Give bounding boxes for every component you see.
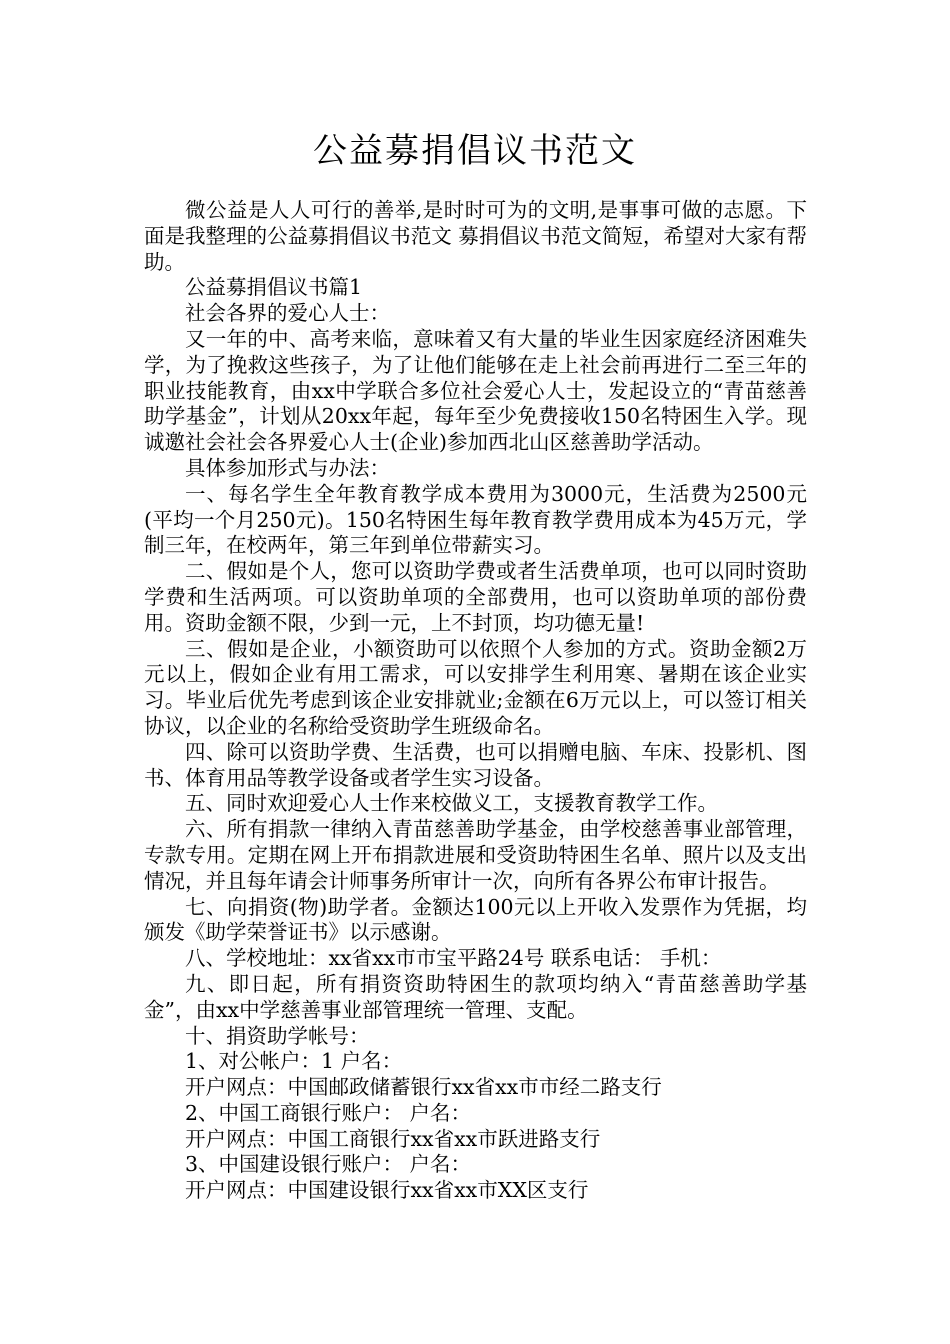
intro-paragraph: 微公益是人人可行的善举,是时时可为的文明,是事事可做的志愿。下面是我整理的公益募捐倡议书范文 募捐倡议书范文简短，希望对大家有帮助。 [144, 198, 807, 274]
item-paragraph-3: 三、假如是企业，小额资助可以依照个人参加的方式。资助金额2万元以上，假如企业有用工需求，可以安排学生利用寒、暑期在该企业实习。毕业后优先考虑到该企业安排就业;金额在6万元以上，可以签订相关协议，以企业的名称给受资助学生班级命名。 [144, 636, 807, 738]
branch-line: 开户网点：中国邮政储蓄银行xx省xx市市经二路支行 [185, 1075, 662, 1100]
item-paragraph-8: 八、学校地址：xx省xx市市宝平路24号 联系电话： 手机： [185, 946, 722, 971]
account-line: 1、对公帐户：1 户名： [185, 1049, 403, 1074]
item-paragraph-2: 二、假如是个人，您可以资助学费或者生活费单项，也可以同时资助学费和生活两项。可以资助单项的全部费用，也可以资助单项的部份费用。资助金额不限，少到一元，上不封顶，均功德无量! [144, 559, 807, 635]
item-paragraph-1: 一、每名学生全年教育教学成本费用为3000元，生活费为2500元(平均一个月250元)。150名特困生每年教育教学费用成本为45万元，学制三年，在校两年，第三年到单位带薪实习。 [144, 481, 807, 558]
page-title: 公益募捐倡议书范文 [313, 131, 637, 171]
item-paragraph-5: 五、同时欢迎爱心人士作来校做义工，支援教育教学工作。 [185, 791, 718, 816]
item-paragraph-9: 九、即日起，所有捐资资助特困生的款项均纳入“青苗慈善助学基金”，由xx中学慈善事业部管理统一管理、支配。 [144, 971, 807, 1022]
item-paragraph-10: 十、捐资助学帐号： [185, 1023, 370, 1048]
item-paragraph-7: 七、向捐资(物)助学者。金额达100元以上开收入发票作为凭据，均颁发《助学荣誉证书》以示感谢。 [144, 894, 807, 945]
item-paragraph-4: 四、除可以资助学费、生活费，也可以捐赠电脑、车床、投影机、图书、体育用品等教学设备或者学生实习设备。 [144, 739, 807, 790]
branch-line: 开户网点：中国建设银行xx省xx市XX区支行 [185, 1178, 589, 1203]
branch-line: 开户网点：中国工商银行xx省xx市跃进路支行 [185, 1126, 601, 1151]
account-line: 2、中国工商银行账户： 户名： [185, 1100, 472, 1125]
subheading: 具体参加形式与办法： [185, 455, 390, 480]
item-paragraph-6: 六、所有捐款一律纳入青苗慈善助学基金，由学校慈善事业部管理，专款专用。定期在网上开布捐款进展和受资助特困生名单、照片以及支出情况，并且每年请会计师事务所审计一次，向所有各界公布审计报告。 [144, 817, 807, 893]
body-paragraph: 又一年的中、高考来临，意味着又有大量的毕业生因家庭经济困难失学，为了挽救这些孩子，为了让他们能够在走上社会前再进行二至三年的职业技能教育，由xx中学联合多位社会爱心人士，发起设立的“青苗慈善助学基金”，计划从20xx年起，每年至少免费接收150名特困生入学。现诚邀社会社会各界爱心人士(企业)参加西北山区慈善助学活动。 [144, 326, 807, 455]
account-line: 3、中国建设银行账户： 户名： [185, 1152, 472, 1177]
section-heading: 公益募捐倡议书篇1 [185, 275, 363, 300]
salutation: 社会各界的爱心人士： [185, 301, 390, 326]
document-body [144, 198, 807, 1204]
